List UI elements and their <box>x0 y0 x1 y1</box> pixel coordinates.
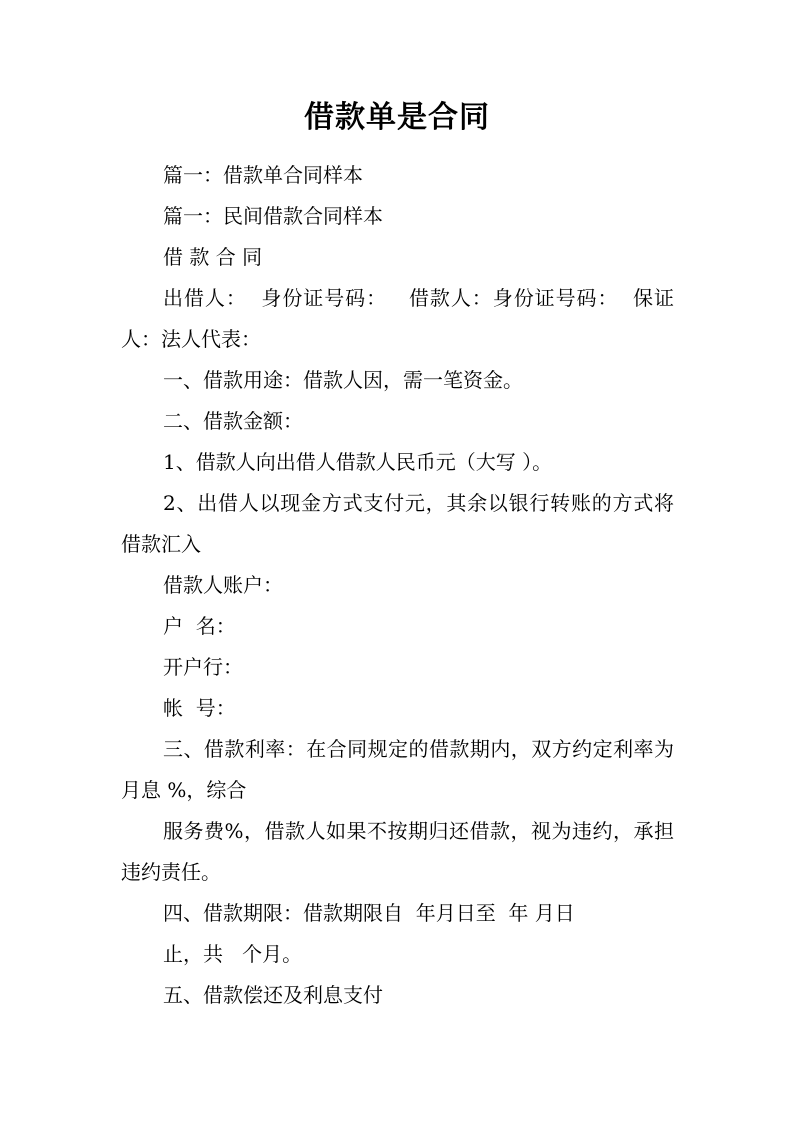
parties-line: 出借人： 身份证号码： 借款人：身份证号码： 保证人：法人代表： <box>121 286 674 351</box>
paragraph-heading-2: 篇一：民间借款合同样本 <box>163 204 383 228</box>
clause-amount: 二、借款金额： <box>163 409 303 433</box>
contract-heading: 借 款 合 同 <box>163 245 263 269</box>
clause-interest-continued: 服务费%，借款人如果不按期归还借款，视为违约，承担违约责任。 <box>121 819 674 884</box>
account-number: 帐 号： <box>163 696 236 720</box>
clause-repayment: 五、借款偿还及利息支付 <box>163 983 383 1007</box>
document-body <box>121 155 674 1016</box>
account-name: 户 名： <box>163 614 236 638</box>
clause-term-continued: 止，共 个月。 <box>163 942 303 966</box>
clause-interest: 三、借款利率：在合同规定的借款期内，双方约定利率为月息 %，综合 <box>121 737 674 802</box>
clause-amount-item-1: 1、借款人向出借人借款人民币元（大写 ）。 <box>163 450 553 474</box>
clause-term: 四、借款期限：借款期限自 年月日至 年 月日 <box>163 901 575 925</box>
clause-purpose: 一、借款用途：借款人因，需一笔资金。 <box>163 368 523 392</box>
document-title: 借款单是合同 <box>304 100 490 135</box>
borrower-account: 借款人账户： <box>163 573 283 597</box>
paragraph-heading-1: 篇一：借款单合同样本 <box>163 163 363 187</box>
clause-amount-item-2: 2、出借人以现金方式支付元，其余以银行转账的方式将借款汇入 <box>121 491 674 556</box>
account-bank: 开户行： <box>163 655 243 679</box>
